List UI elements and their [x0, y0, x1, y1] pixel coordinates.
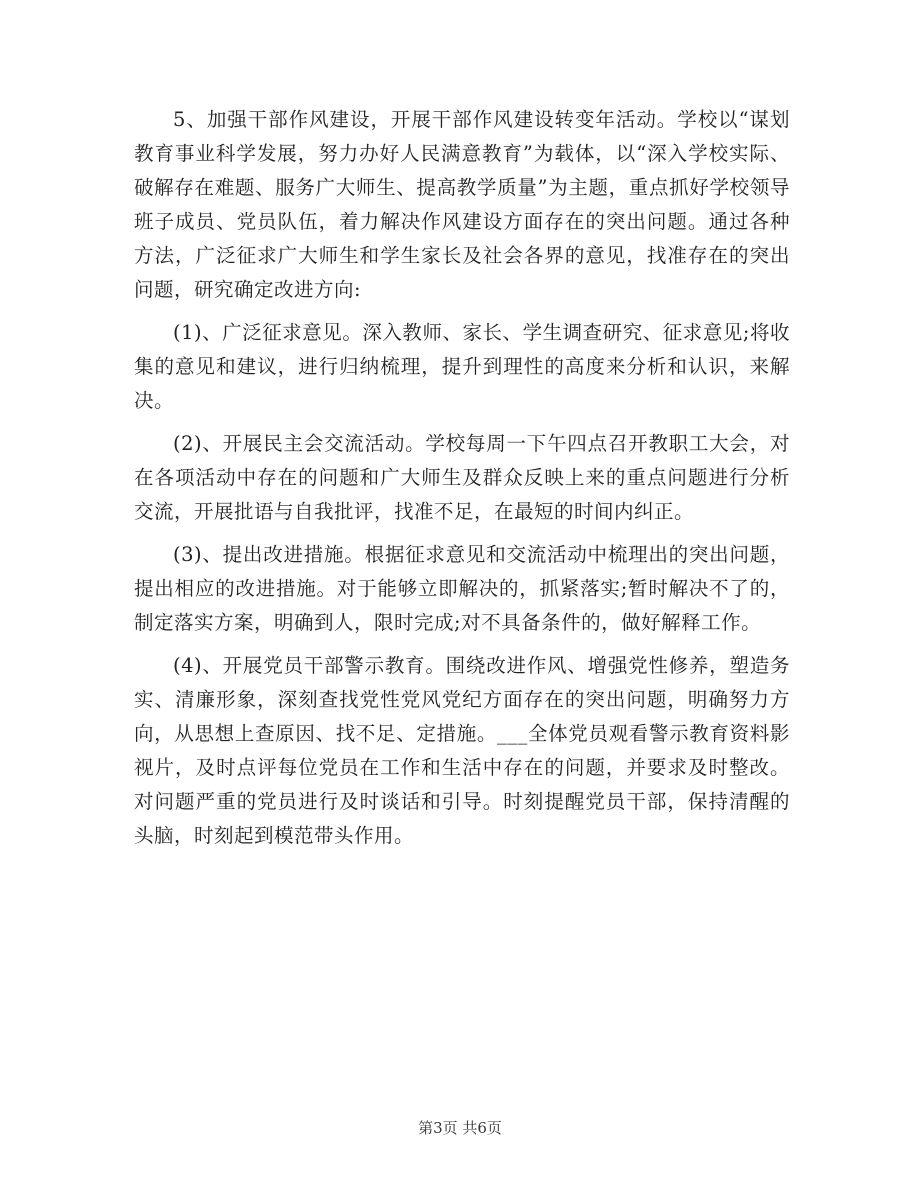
paragraph-subitem-3: (3)、提出改进措施。根据征求意见和交流活动中梳理出的突出问题，提出相应的改进措施。对于能够立即解决的，抓紧落实;暂时解决不了的，制定落实方案，明确到人，限时完成;对不具备条件的，做好解释工作。 — [134, 543, 790, 634]
document-body — [134, 103, 790, 862]
paragraph-subitem-2: (2)、开展民主会交流活动。学校每周一下午四点召开教职工大会，对在各项活动中存在的问题和广大师生及群众反映上来的重点问题进行分析交流，开展批语与自我批评，找准不足，在最短的时间内纠正。 — [134, 432, 790, 523]
paragraph-subitem-1: (1)、广泛征求意见。深入教师、家长、学生调查研究、征求意见;将收集的意见和建议，进行归纳梳理，提升到理性的高度来分析和认识，来解决。 — [134, 321, 790, 412]
paragraph-item-5: 5、加强干部作风建设，开展干部作风建设转变年活动。学校以“谋划教育事业科学发展，努力办好人民满意教育”为载体，以“深入学校实际、破解存在难题、服务广大师生、提高教学质量”为主题，重点抓好学校领导班子成员、党员队伍，着力解决作风建设方面存在的突出问题。通过各种方法，广泛征求广大师生和学生家长及社会各界的意见，找准存在的突出问题，研究确定改进方向: — [134, 108, 790, 301]
page-number-footer: 第3页 共6页 — [418, 1119, 502, 1137]
paragraph-subitem-4: (4)、开展党员干部警示教育。围绕改进作风、增强党性修养，塑造务实、清廉形象，深刻查找党性党风党纪方面存在的突出问题，明确努力方向，从思想上查原因、找不足、定措施。___全体党员观看警示教育资料影视片，及时点评每位党员在工作和生活中存在的问题，并要求及时整改。对问题严重的党员进行及时谈话和引导。时刻提醒党员干部，保持清醒的头脑，时刻起到模范带头作用。 — [134, 654, 790, 847]
